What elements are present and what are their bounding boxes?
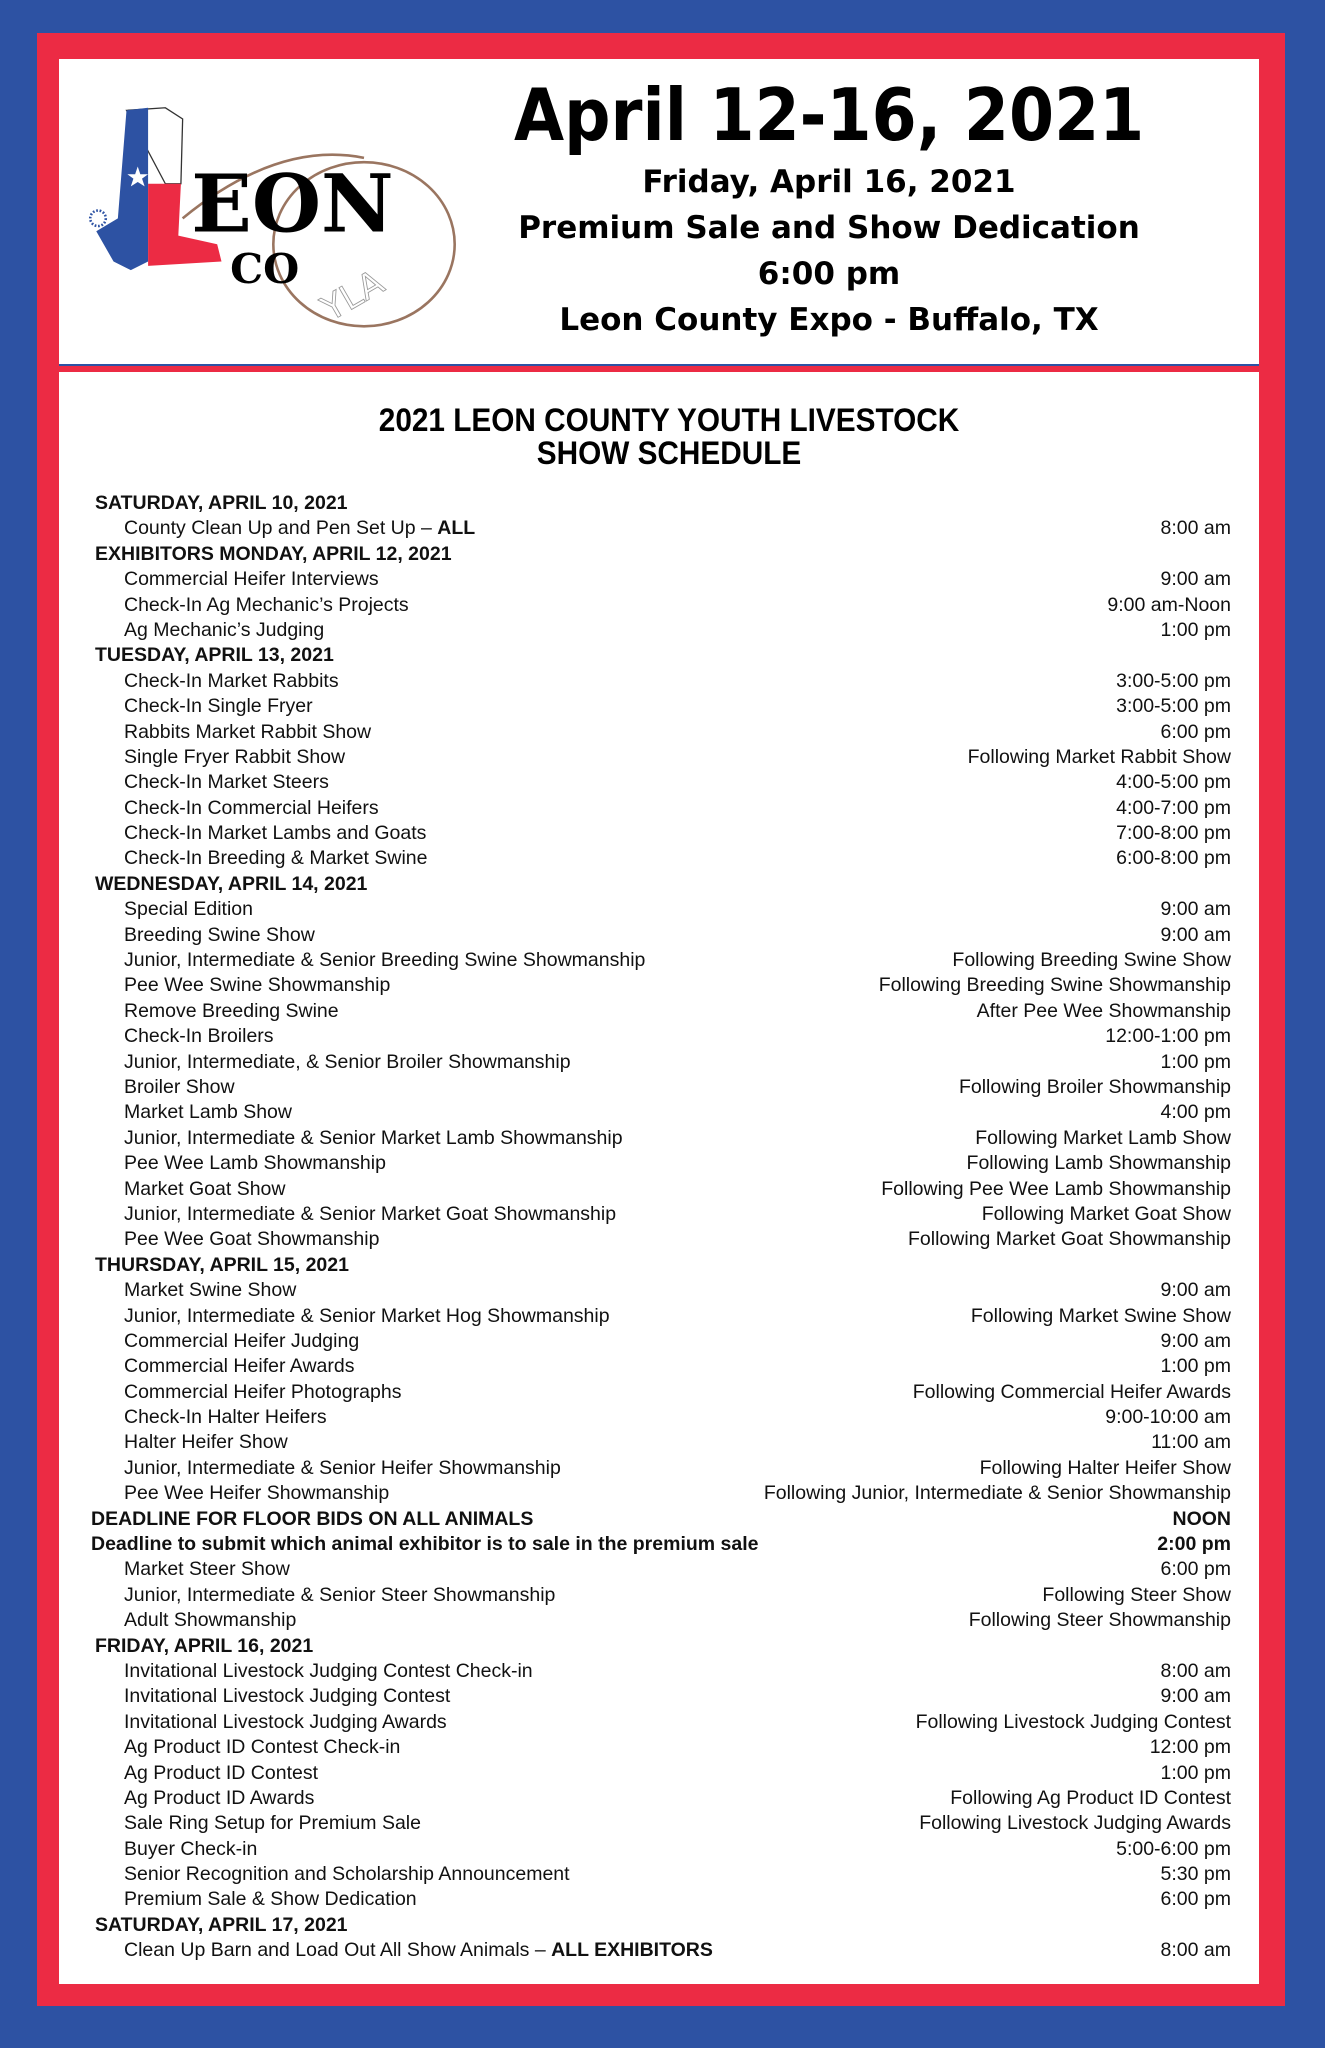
schedule-row [59,1735,1259,1760]
row-label [124,1100,292,1125]
row-label-text: Check-In Ag Mechanic’s Projects [124,593,409,616]
row-label [124,1126,623,1151]
row-time: Following Halter Heifer Show [979,1456,1231,1479]
row-label-text: Market Goat Show [124,1177,286,1200]
schedule-row [59,516,1259,541]
row-label [124,973,390,998]
row-label [124,1481,389,1506]
row-label [95,1253,349,1278]
row-label-text: Invitational Livestock Judging Contest [124,1685,451,1708]
row-time: Following Market Lamb Show [975,1126,1231,1149]
schedule-row [59,1456,1259,1481]
row-label-text: Junior, Intermediate & Senior Market Lamb Showmanship [124,1126,623,1149]
row-label-text: Ag Product ID Awards [124,1786,315,1809]
schedule-row [59,923,1259,948]
row-label-text: Invitational Livestock Judging Contest Check-in [124,1659,533,1682]
row-label-text: Check-In Market Rabbits [124,669,339,692]
schedule-row [59,1887,1259,1912]
row-time: 6:00 pm [1160,1888,1231,1911]
row-label-text: Check-In Market Lambs and Goats [124,822,427,845]
row-label-text: Broiler Show [124,1075,235,1098]
row-time: 9:00 am-Noon [1107,593,1231,616]
schedule-row [59,821,1259,846]
svg-text:YLA: YLA [314,262,391,330]
row-label [124,1684,450,1709]
row-time: Following Breeding Swine Showmanship [878,974,1231,997]
row-time: Following Commercial Heifer Awards [912,1380,1231,1403]
row-label [124,1075,235,1100]
row-label [124,516,475,541]
schedule-row [59,1557,1259,1582]
schedule-row [59,1380,1259,1405]
row-label-text: Senior Recognition and Scholarship Announcement [124,1863,570,1886]
row-time: 1:00 pm [1160,618,1231,641]
schedule-row [59,593,1259,618]
row-time: 9:00 am [1160,923,1231,946]
row-time: 8:00 am [1160,517,1231,540]
row-label-text: Ag Product ID Contest [124,1761,319,1784]
row-label-text: Deadline to submit which animal exhibitor is to sale in the premium sale [91,1533,759,1556]
row-label [124,1811,421,1836]
schedule-row [59,770,1259,795]
row-time: Following Steer Show [1042,1583,1231,1606]
schedule-row [59,1583,1259,1608]
row-time: 6:00 pm [1160,1558,1231,1581]
schedule-row [59,1659,1259,1684]
row-time: 9:00 am [1160,1685,1231,1708]
schedule-row [59,973,1259,998]
row-label [124,796,379,821]
row-label [124,1862,570,1887]
row-label [124,846,427,871]
event-location: Leon County Expo - Buffalo, TX [559,302,1099,338]
row-label-text: County Clean Up and Pen Set Up – [124,517,438,540]
divider [59,366,1259,369]
row-label [124,618,324,643]
schedule-row [59,1024,1259,1049]
row-time: 1:00 pm [1160,1355,1231,1378]
row-time: 2:00 pm [1157,1533,1231,1556]
event-time: 6:00 pm [757,256,901,292]
row-label-text: Commercial Heifer Awards [124,1355,355,1378]
row-time: NOON [1172,1507,1231,1530]
row-time: 4:00 pm [1160,1101,1231,1124]
schedule-row [59,694,1259,719]
row-label-text: Check-In Market Steers [124,771,329,794]
schedule-row [59,1430,1259,1455]
schedule-row [59,1354,1259,1379]
schedule-row [59,1938,1259,1963]
row-time: Following Market Goat Showmanship [908,1228,1231,1251]
row-label-text: Commercial Heifer Judging [124,1329,360,1352]
row-label [124,1456,561,1481]
row-time: 4:00-7:00 pm [1116,796,1231,819]
row-label [124,1227,379,1252]
schedule-panel [59,372,1259,1984]
row-label-text: Buyer Check-in [124,1837,258,1860]
schedule-row [59,1075,1259,1100]
row-time: Following Junior, Intermediate & Senior Showmanship [763,1482,1231,1505]
row-time: After Pee Wee Showmanship [976,999,1231,1022]
row-time: 9:00 am [1160,568,1231,591]
schedule-title-line2: SHOW SCHEDULE [536,435,802,471]
schedule-row [59,1151,1259,1176]
schedule-row [59,1786,1259,1811]
schedule-row [59,745,1259,770]
row-label [91,1507,533,1532]
row-label-text: Junior, Intermediate & Senior Breeding Swine Showmanship [124,949,646,972]
schedule-list [59,491,1259,1964]
row-label-text: Commercial Heifer Photographs [124,1380,402,1403]
row-label [124,593,409,618]
event-header [459,59,1199,343]
row-label-text: Adult Showmanship [124,1609,297,1632]
schedule-row [59,999,1259,1024]
row-label-text: WEDNESDAY, APRIL 14, 2021 [95,872,368,895]
row-label-text: Check-In Broilers [124,1025,274,1048]
row-label [124,1938,713,1963]
row-label-text: Halter Heifer Show [124,1431,288,1454]
row-label-text: Invitational Livestock Judging Awards [124,1710,447,1733]
row-label-text: TUESDAY, APRIL 13, 2021 [95,644,334,667]
row-label [124,897,253,922]
schedule-row [59,720,1259,745]
row-label [124,770,329,795]
day-heading [59,872,1259,897]
schedule-row [59,1761,1259,1786]
row-label-text: FRIDAY, APRIL 16, 2021 [95,1634,314,1657]
row-time: 8:00 am [1160,1939,1231,1962]
row-label-text: Special Edition [124,898,253,921]
row-label-text: Breeding Swine Show [124,923,315,946]
row-label-text: Commercial Heifer Interviews [124,568,379,591]
schedule-row [59,567,1259,592]
schedule-row [59,1811,1259,1836]
row-label [124,1380,401,1405]
row-label [124,1354,354,1379]
row-label-text: Clean Up Barn and Load Out All Show Animals – [124,1939,552,1962]
leon-co-yla-logo [79,79,459,349]
row-label [124,1430,288,1455]
schedule-row [59,1684,1259,1709]
row-label [124,1151,386,1176]
row-label [124,1329,359,1354]
row-time: 9:00 am [1160,898,1231,921]
row-label [124,821,426,846]
row-label-emphasis: ALL EXHIBITORS [551,1939,713,1962]
row-time: 3:00-5:00 pm [1116,695,1231,718]
row-label [124,1608,296,1633]
row-label-text: Junior, Intermediate & Senior Market Hog Showmanship [124,1304,610,1327]
row-label [124,948,645,973]
row-label-text: Junior, Intermediate & Senior Steer Showmanship [124,1583,556,1606]
schedule-row [59,948,1259,973]
schedule-row [59,1202,1259,1227]
row-label-text: Market Swine Show [124,1279,297,1302]
row-label [124,1278,296,1303]
row-time: 1:00 pm [1160,1050,1231,1073]
day-heading [59,542,1259,567]
event-name: Premium Sale and Show Dedication [518,210,1140,246]
row-label-text: SATURDAY, APRIL 17, 2021 [95,1913,348,1936]
svg-text:EON: EON [191,156,394,251]
row-label-text: Junior, Intermediate & Senior Market Goat Showmanship [124,1202,617,1225]
row-label-text: Ag Mechanic’s Judging [124,618,325,641]
row-label [124,745,345,770]
row-time: Following Ag Product ID Contest [950,1786,1231,1809]
row-label-text: Market Steer Show [124,1558,290,1581]
row-time: Following Livestock Judging Contest [915,1710,1231,1733]
schedule-row [59,1278,1259,1303]
row-label-text: Rabbits Market Rabbit Show [124,720,372,743]
row-label-text: THURSDAY, APRIL 15, 2021 [95,1253,349,1276]
row-time: Following Steer Showmanship [968,1609,1231,1632]
row-time: 6:00 pm [1160,720,1231,743]
schedule-row [59,1481,1259,1506]
schedule-title-line1: 2021 LEON COUNTY YOUTH LIVESTOCK [378,402,960,438]
row-label [95,872,367,897]
row-label [124,669,339,694]
svg-text:CO: CO [230,244,300,294]
row-label [124,1710,447,1735]
row-time: Following Market Goat Show [981,1202,1231,1225]
row-time: 8:00 am [1160,1659,1231,1682]
row-label-text: EXHIBITORS MONDAY, APRIL 12, 2021 [95,542,452,565]
row-label [124,1659,533,1684]
row-label [124,999,339,1024]
deadline-row [59,1532,1259,1557]
row-label [124,1177,285,1202]
schedule-row [59,1862,1259,1887]
row-time: Following Breeding Swine Show [952,949,1231,972]
row-label-text: Check-In Breeding & Market Swine [124,847,428,870]
row-label [124,1050,571,1075]
row-time: 6:00-8:00 pm [1116,847,1231,870]
row-label-emphasis: ALL [437,517,476,540]
row-label [124,567,379,592]
row-time: 12:00 pm [1149,1736,1231,1759]
row-label-text: DEADLINE FOR FLOOR BIDS ON ALL ANIMALS [91,1507,534,1530]
row-label-text: Junior, Intermediate & Senior Heifer Showmanship [124,1456,561,1479]
schedule-row [59,1304,1259,1329]
row-label-text: Junior, Intermediate, & Senior Broiler Showmanship [124,1050,571,1073]
row-label [124,1024,274,1049]
schedule-row [59,1710,1259,1735]
row-time: 7:00-8:00 pm [1116,822,1231,845]
row-label-text: Ag Product ID Contest Check-in [124,1736,401,1759]
row-label [124,1761,318,1786]
schedule-row [59,1177,1259,1202]
row-label-text: Single Fryer Rabbit Show [124,745,346,768]
row-label-text: Check-In Halter Heifers [124,1406,327,1429]
row-time: 5:00-6:00 pm [1116,1837,1231,1860]
row-label [124,1557,290,1582]
schedule-row [59,846,1259,871]
row-label [124,1583,555,1608]
row-label [124,1304,610,1329]
row-time: Following Lamb Showmanship [966,1152,1231,1175]
row-time: Following Broiler Showmanship [958,1075,1231,1098]
row-label-text: Pee Wee Swine Showmanship [124,974,391,997]
row-time: 11:00 am [1151,1431,1231,1454]
row-label-text: Check-In Single Fryer [124,695,313,718]
schedule-row [59,1608,1259,1633]
row-label-text: SATURDAY, APRIL 10, 2021 [95,492,348,514]
row-time: 9:00 am [1160,1279,1231,1302]
header-panel [59,59,1259,367]
row-time: Following Livestock Judging Awards [919,1812,1231,1835]
row-label [124,1887,417,1912]
schedule-row [59,796,1259,821]
row-label-text: Premium Sale & Show Dedication [124,1888,417,1911]
row-time: 5:30 pm [1160,1863,1231,1886]
row-time: Following Market Swine Show [970,1304,1231,1327]
row-label-text: Pee Wee Goat Showmanship [124,1228,380,1251]
schedule-row [59,669,1259,694]
row-label-text: Pee Wee Heifer Showmanship [124,1482,390,1505]
row-label [124,694,313,719]
row-time: 4:00-5:00 pm [1116,771,1231,794]
schedule-row [59,897,1259,922]
row-label [124,1837,257,1862]
schedule-row [59,618,1259,643]
row-label [124,1405,327,1430]
event-dates: April 12-16, 2021 [513,73,1145,157]
day-heading [59,1913,1259,1938]
row-label-text: Market Lamb Show [124,1101,292,1124]
event-day: Friday, April 16, 2021 [642,164,1016,200]
row-label [124,720,371,745]
schedule-title [102,404,1237,470]
row-time: 1:00 pm [1160,1761,1231,1784]
row-time: Following Market Rabbit Show [967,745,1231,768]
row-time: 9:00-10:00 am [1105,1406,1231,1429]
schedule-row [59,1329,1259,1354]
row-label [124,1786,314,1811]
row-label-text: Check-In Commercial Heifers [124,796,379,819]
row-label [95,542,452,567]
row-label [95,491,348,516]
row-label-text: Remove Breeding Swine [124,999,339,1022]
day-heading [59,491,1259,516]
row-time: 3:00-5:00 pm [1116,669,1231,692]
schedule-row [59,1100,1259,1125]
day-heading [59,643,1259,668]
schedule-row [59,1405,1259,1430]
schedule-row [59,1837,1259,1862]
row-time: Following Pee Wee Lamb Showmanship [881,1177,1231,1200]
deadline-row [59,1507,1259,1532]
row-label [95,643,334,668]
row-time: 12:00-1:00 pm [1105,1025,1231,1048]
schedule-row [59,1126,1259,1151]
row-label [124,1202,616,1227]
row-label [95,1913,348,1938]
row-time: 9:00 am [1160,1329,1231,1352]
row-label-text: Sale Ring Setup for Premium Sale [124,1812,421,1835]
day-heading [59,1253,1259,1278]
row-label [95,1634,313,1659]
schedule-row [59,1227,1259,1252]
row-label [91,1532,759,1557]
row-label-text: Pee Wee Lamb Showmanship [124,1152,386,1175]
row-label [124,1735,400,1760]
schedule-row [59,1050,1259,1075]
row-label [124,923,315,948]
day-heading [59,1634,1259,1659]
